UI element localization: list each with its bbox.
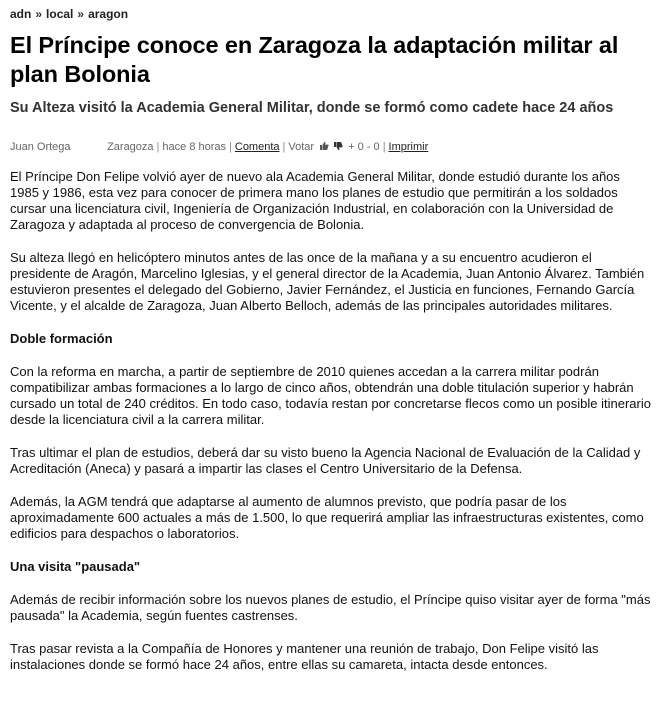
article-paragraph: Además de recibir información sobre los nuevos planes de estudio, el Príncipe quiso visitar ayer de forma "más pausada" la Academia, según fuentes castrenses. [10, 592, 651, 623]
article-paragraph: Además, la AGM tendrá que adaptarse al aumento de alumnos previsto, que podría pasar de los aproximadamente 600 actuales a más de 1.500, lo que requerirá ampliar las infraestructuras existentes, como edificios para despachos o laboratorios. [10, 494, 644, 541]
breadcrumb-item-aragon[interactable]: aragon [88, 7, 129, 21]
location: Zaragoza [107, 141, 154, 153]
article-subtitle: Su Alteza visitó la Academia General Militar, donde se formó como cadete hace 24 años [10, 100, 614, 116]
timestamp: hace 8 horas [162, 141, 227, 153]
section-heading: Doble formación [10, 331, 113, 346]
breadcrumb-item-adn[interactable]: adn [10, 7, 32, 21]
thumbs-down-icon[interactable] [333, 141, 343, 151]
article-meta [10, 141, 650, 153]
meta-divider: | [156, 141, 160, 153]
meta-divider: | [382, 141, 386, 153]
article-paragraph: Tras ultimar el plan de estudios, deberá dar su visto bueno la Agencia Nacional de Evaluación de la Calidad y Acreditación (Aneca) y pasará a impartir las clases el Centro Universitario de la Defensa. [10, 445, 641, 476]
breadcrumb-separator: » [77, 7, 85, 21]
print-link[interactable]: Imprimir [388, 141, 429, 153]
comment-link[interactable]: Comenta [234, 141, 280, 153]
meta-divider: | [229, 141, 232, 153]
article-body [10, 169, 652, 690]
article-title: El Príncipe conoce en Zaragoza la adaptación militar al plan Bolonia [10, 32, 619, 87]
breadcrumb [10, 7, 128, 21]
meta-divider: | [282, 141, 286, 153]
section-heading: Una visita "pausada" [10, 559, 141, 574]
author-name: Juan Ortega [10, 141, 71, 153]
breadcrumb-item-local[interactable]: local [46, 7, 74, 21]
thumbs-up-icon[interactable] [319, 141, 329, 151]
vote-label: Votar [288, 141, 315, 153]
article-paragraph: Su alteza llegó en helicóptero minutos antes de las once de la mañana y a su encuentro acudieron el presidente de Aragón, Marcelino Iglesias, y el general director de la Academia, Juan Antonio Álvarez. También estuvieron presentes el delegado del Gobierno, Javier Fernández, el Justicia en funciones, Fernando García Vicente, y el alcalde de Zaragoza, Juan Alberto Belloch, además de las principales autoridades militares. [10, 250, 645, 313]
article-paragraph: Con la reforma en marcha, a partir de septiembre de 2010 quienes accedan a la carrera militar podrán compatibilizar ambas formaciones a lo largo de cinco años, obtendrán una doble titulación superior y habrán cursado un total de 240 créditos. En todo caso, todavía restan por concretarse flecos como un posible itinerario desde la licenciatura civil a la carrera militar. [10, 364, 651, 427]
article-paragraph: El Príncipe Don Felipe volvió ayer de nuevo ala Academia General Militar, donde estudió durante los años 1985 y 1986, esta vez para conocer de primera mano los planes de estudio que permitirán a los soldados cursar una licenciatura civil, Ingeniería de Organización Industrial, en colaboración con la Universidad de Zaragoza y adaptada al proceso de convergencia de Bolonia. [10, 169, 620, 232]
article-paragraph: Tras pasar revista a la Compañía de Honores y mantener una reunión de trabajo, Don Felipe visitó las instalaciones donde se formó hace 24 años, entre ellas su camareta, intacta desde entonces. [10, 641, 599, 672]
vote-counts: + 0 - 0 [348, 141, 380, 153]
breadcrumb-separator: » [35, 7, 43, 21]
